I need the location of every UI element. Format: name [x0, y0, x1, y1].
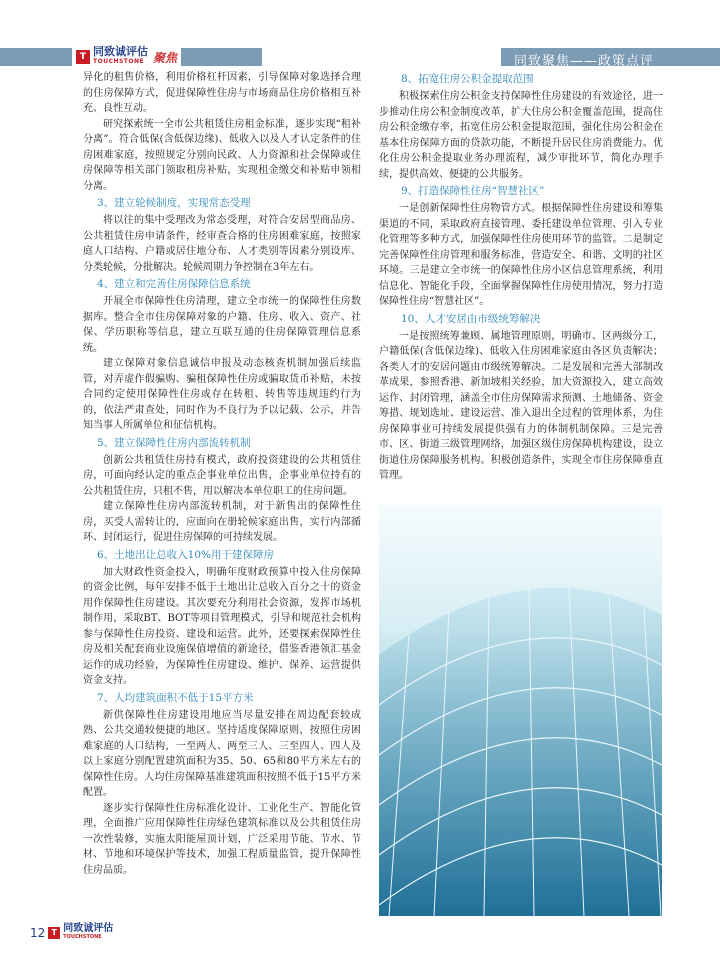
paragraph: 积极探索住房公积金支持保障性住房建设的有效途径，进一步推动住房公积金制度改革，扩大住房公积金覆盖范围，提高住房公积金缴存率，拓宽住房公积金提取范围，强化住房公积金在基本住房保障方面的贷款功能，不断提升居民住房消费能力。优化住房公积金提取业务办理流程，减少审批环节，简化办理手续，提供高效、便捷的公共服务。 — [379, 91, 663, 180]
paragraph: 加大财政性资金投入，明确年度财政预算中投入住房保障的资金比例，每年安排不低于土地出让总收入百分之十的资金用作保障性住房建设。其次要充分利用社会资源，发挥市场机制作用，采取BT、BOT等项目管理模式，引导和规范社会机构参与保障性住房投资、建设和运营。此外，还要探索保障性住房及相关配套商业设施保值增值的新途径，借鉴香港领汇基金运作的成功经验，为保障性住房建设、维护、保养、运营提供资金支持。 — [83, 566, 361, 686]
logo-tagline: 聚焦 — [153, 50, 178, 65]
section-heading: 3、建立轮候制度，实现常态受理 — [97, 197, 251, 209]
paragraph: 逐步实行保障性住房标准化设计、工业化生产、智能化管理，全面推广应用保障性住房绿色建筑标准以及公共租赁住房一次性装修，实施太阳能屋顶计划，广泛采用节能、节水、节材、节地和环境保护等技术，加强工程质量监管，提升保障性住房品质。 — [83, 802, 361, 876]
left-column — [83, 70, 361, 878]
page-number: 12 — [30, 926, 46, 940]
footer-brand — [63, 924, 113, 942]
paragraph: 开展全市保障性住房清理，建立全市统一的保障性住房数据库。整合全市住房保障对象的户籍、住房、收入、资产、社保、学历职称等信息，建立互联互通的住房保障管理信息系统。 — [83, 296, 361, 354]
logo-text — [93, 47, 148, 67]
paragraph: 一是创新保障性住房物管方式。根据保障性住房建设和筹集渠道的不同，采取政府直接管理、委托建设单位管理、引入专业化管理等多种方式，加强保障性住房使用环节的监管。二是制定完善保障性住房管理和服务标准，营造安全、和谐、文明的社区环境。三是建立全市统一的保障性住房小区信息管理系统，利用信息化、智能化手段，全面掌握保障性住房使用情况，努力打造保障性住房“智慧社区”。 — [379, 203, 663, 307]
footer-logo-icon: T — [48, 927, 60, 939]
paragraph: 异化的租售价格，利用价格杠杆因素，引导保障对象选择合理的住房保障方式，促进保障性住房与市场商品住房价格相互补充、良性互动。 — [83, 72, 361, 114]
section-title: 同致聚焦——政策点评 — [514, 54, 655, 69]
glass-building-illustration — [379, 505, 662, 916]
paragraph: 新供保障性住房建设用地应当尽量安排在周边配套较成熟、公共交通较便捷的地区。坚持适度保障原则，按照住房困难家庭的人口结构，一至两人、两至三人、三至四人、四人及以上家庭分别配置建筑面积为35、50、65和80平方米左右的保障性住房。人均住房保障基准建筑面积按照不低于15平方米配置。 — [83, 709, 361, 798]
page-footer — [30, 923, 114, 940]
paragraph: 将以往的集中受理改为常态受理，对符合安居型商品房、公共租赁住房申请条件，经审查合格的住房困难家庭，按照家庭人口结构、户籍或居住地分布、人才类别等因素分别设库、分类轮候，分批解决。轮候周期力争控制在3年左右。 — [83, 215, 361, 273]
paragraph: 创新公共租赁住房持有模式，政府投资建设的公共租赁住房，可面向经认定的重点企事业单位出售，企事业单位持有的公共租赁住房，只租不售，用以解决本单位职工的住房问题。 — [83, 454, 361, 497]
brand-logo — [72, 47, 181, 67]
glass-building-photo — [379, 505, 662, 916]
paragraph: 建立保障对象信息诚信申报及动态核查机制加强后续监管，对弄虚作假骗购、骗租保障性住房或骗取货币补贴，未按合同约定使用保障性住房或存在转租、转售等违规违约行为的，依法严肃查处，同时作为不良行为予以记载、公示，并告知当事人所属单位和征信机构。 — [83, 358, 361, 431]
footer-brand-cn: 同致诚评估 — [63, 923, 114, 934]
section-heading: 5、建立保障性住房内部流转机制 — [97, 436, 251, 449]
logo-brand-cn: 同致诚评估 — [93, 45, 148, 58]
paragraph: 一是按照统筹兼顾、属地管理原则，明确市、区两级分工，户籍低保(含低保边缘)、低收入住房困难家庭由各区负责解决；各类人才的安居问题由市级统筹解决。二是发展和完善大部制改革成果，参照香港、新加坡相关经验，加大资源投入，建立高效运作、封闭管理，涵盖全市住房保障需求预测、土地储备、资金筹措、规划选址、建设运营、准入退出全过程的管理体系，为住房保障事业可持续发展提供强有力的体制机制保障。三是完善市、区、街道三级管理网络，加强区级住房保障机构建设，设立街道住房保障服务机构。积极创造条件，实现全市住房保障垂直管理。 — [379, 330, 663, 481]
page-header — [0, 0, 720, 69]
paragraph: 研究探索统一全市公共租赁住房租金标准，逐步实现“租补分离”。符合低保(含低保边缘)、低收入以及人才认定条件的住房困难家庭，按照规定分别向民政、人力资源和社会保障或住房保障等相关部门领取租房补贴，实现租金缴交和补贴申领相分离。 — [83, 118, 361, 192]
section-heading: 8、拓宽住房公积金提取范围 — [401, 73, 534, 85]
logo-brand-en: TOUCHSTONE — [93, 58, 145, 65]
right-column — [379, 70, 663, 484]
section-heading: 10、人才安居由市级统筹解决 — [401, 312, 541, 325]
section-heading: 9、打造保障性住房“智慧社区” — [401, 185, 545, 197]
section-heading: 6、土地出让总收入10%用于建保障房 — [97, 548, 275, 561]
section-heading: 4、建立和完善住房保障信息系统 — [97, 278, 251, 290]
footer-brand-en: TOUCHSTONE — [63, 934, 102, 940]
paragraph: 建立保障性住房内部流转机制，对于新售出的保障性住房，买受人需转让的，应面向在册轮候家庭出售，实行内部循环、封闭运行，促进住房保障的可持续发展。 — [83, 501, 361, 543]
section-heading: 7、人均建筑面积不低于15平方米 — [97, 691, 254, 704]
logo-mark-icon: T — [76, 50, 90, 64]
